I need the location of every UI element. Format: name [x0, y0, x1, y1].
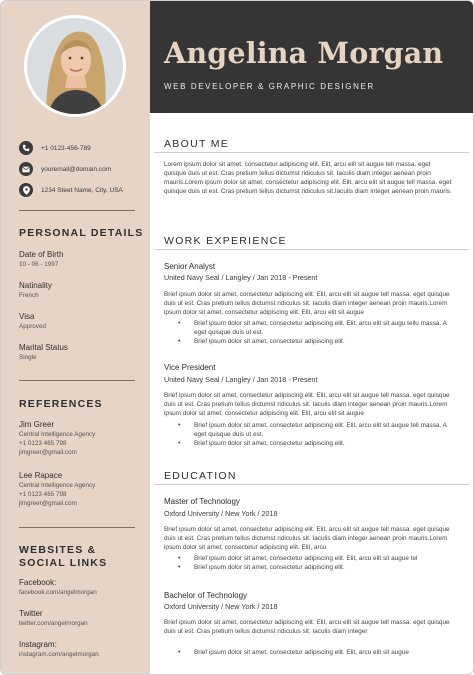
personal-item-label: Date of Birth: [19, 250, 64, 259]
references-list: [19, 420, 144, 522]
bullet-item: • Brief ipsum dolor sit amet, consectetur adipiscing elit. Elit, arcu elit sit augue tell massa. A eget quisque duis ut est.: [164, 421, 454, 439]
bullet-item: • Brief ipsum dolor sit amet, consectetur adipiscing elit. Elit, arcu elit sit augu tellu massa. A eget quisque duis ut est.: [164, 319, 454, 337]
personal-item: [19, 281, 144, 312]
websites-heading-line: WEBSITES &: [19, 544, 97, 556]
degree-title: Master of Technology: [164, 497, 240, 506]
personal-item-label: Visa: [19, 312, 35, 321]
address-text: 1234 Steet Name, City, USA: [41, 186, 123, 194]
sidebar-divider: [19, 210, 135, 211]
phone-icon: [19, 141, 33, 155]
job-description: Brief ipsum dolor sit amet, consectetur adipiscing elit. Elit, arcu elit sit augue tell massa. eget quisque duis ut est. Cras pretium tellus dictumst ridiculus sit. Iaculis diam integer aenean proin mauris.Lorem ipsum dolor sit amet, consectetur adipiscing elit. Elit, arcu elit sit augue: [164, 291, 450, 317]
contact-email: [19, 159, 144, 179]
portrait-image: [27, 18, 123, 114]
education-heading: EDUCATION: [164, 470, 237, 482]
social-link-label: Twitter: [19, 609, 43, 618]
personal-item-value: Approved: [19, 323, 46, 330]
reference-item: [19, 420, 144, 471]
bullet-item: • Brief ipsum dolor sit amet, consectetur adipiscing elit.: [164, 563, 454, 572]
sidebar-divider: [19, 527, 135, 528]
reference-name: Lee Rapace: [19, 471, 63, 480]
reference-item: [19, 471, 144, 522]
job-subtitle: United Navy Seal / Langley / Jan 2018 - Present: [164, 273, 318, 282]
job-bullet-list: [164, 421, 454, 448]
degree-subtitle: Oxford University / New York / 2018: [164, 509, 278, 518]
social-link-item: [19, 609, 144, 640]
social-link-url[interactable]: twitter.com/angelmorgan: [19, 620, 88, 627]
personal-item-label: Natinality: [19, 281, 52, 290]
section-divider: [154, 152, 469, 153]
bullet-item: • Brief ipsum dolor sit amet, consectetur adipiscing elit. Elit, arcu elit sit augue tel: [164, 554, 454, 563]
about-heading: ABOUT ME: [164, 138, 230, 150]
contact-address: [19, 180, 144, 200]
contact-phone: [19, 138, 144, 158]
personal-details-heading: PERSONAL DETAILS: [19, 227, 144, 239]
bullet-item: • Brief ipsum dolor sit amet, consectetur adipiscing elit. Elit, arcu elit sit augue: [164, 648, 454, 657]
email-text: youremail@domain.com: [41, 165, 112, 173]
reference-org: Central Intelligence Agency: [19, 431, 96, 438]
avatar: [27, 18, 123, 114]
degree-description: Brief ipsum dolor sit amet, consectetur adipiscing elit. Elit, arcu elit sit augue tell massa. eget quisque duis ut est. Cras pretium tellus dictumst ridiculus sit. Iaculis diam integer aenean proin mauris.Lorem ipsum dolor sit amet, consectetur adipiscing elit. Elit, arcu: [164, 526, 450, 552]
contact-list: [19, 138, 144, 200]
websites-heading: [19, 544, 107, 570]
personal-item: [19, 250, 144, 281]
references-heading: REFERENCES: [19, 398, 103, 410]
degree-bullet-list: [164, 648, 454, 657]
personal-details-list: [19, 250, 144, 374]
sidebar-divider: [19, 380, 135, 381]
reference-email: jimgreer@gmail.com: [19, 449, 77, 456]
social-link-url[interactable]: facebook.com/angelmorgan: [19, 589, 97, 596]
job-bullet-list: [164, 319, 454, 346]
degree-subtitle: Oxford University / New York / 2018: [164, 602, 278, 611]
websites-heading-line: SOCIAL LINKS: [19, 557, 108, 569]
job-subtitle: United Navy Seal / Langley / Jan 2018 - Present: [164, 375, 318, 384]
job-title: WEB DEVELOPER & GRAPHIC DESIGNER: [164, 82, 375, 91]
social-link-label: Facebook:: [19, 578, 57, 587]
location-pin-icon: [19, 183, 33, 197]
section-divider: [154, 484, 469, 485]
reference-phone: +1 0123 465 798: [19, 491, 67, 498]
degree-description: Brief ipsum dolor sit amet, consectetur adipiscing elit. Elit, arcu elit sit augue tell massa. eget quisque duis ut est. Cras pretium tellus dictumst ridiculus sit. Iaculis diam integer: [164, 619, 450, 636]
about-text: Lorem ipsum dolor sit amet, consectetur adipiscing elit. Elit, arcu elit sit augue tell massa. eget quisque duis ut est. Cras pretium tellus dictumst ridiculus sit. Iaculis diam integer aenean proin mauris.Lorem ipsum dolor sit amet, consectetur adipiscing elit. Elit, arcu elit sit augue tell massa. eget quisque duis ut est. Cras pretium tellus dictumst ridiculus sit.Iaculis diam integer aenean proin mauris.: [164, 161, 452, 196]
job-title-senior-analyst: Senior Analyst: [164, 262, 216, 271]
job-title-vice-president: Vice President: [164, 363, 216, 372]
personal-item-label: Marital Status: [19, 343, 68, 352]
phone-text: +1 0123-456-789: [41, 144, 91, 152]
job-description: Brief ipsum dolor sit amet, consectetur adipiscing elit. Elit, arcu elit sit augue tell massa. eget quisque duis ut est. Cras pretium tellus dictumst ridiculus sit. Iaculis diam integer aenean proin mauris.Lorem ipsum dolor sit amet, consectetur adipiscing elit. Elit, arcu elit sit augue: [164, 392, 450, 418]
mail-icon: [19, 162, 33, 176]
social-link-label: Instagram:: [19, 640, 57, 649]
reference-name: Jim Greer: [19, 420, 55, 429]
degree-bullet-list: [164, 554, 454, 572]
personal-item: [19, 343, 144, 374]
social-link-item: [19, 640, 144, 671]
person-name: Angelina Morgan: [164, 36, 444, 70]
reference-org: Central Intelligence Agency: [19, 482, 96, 489]
experience-heading: WORK EXPERIENCE: [164, 235, 287, 247]
personal-item-value: 10 - 06 - 1997: [19, 261, 59, 268]
bullet-item: • Brief ipsum dolor sit amet, consectetur adipiscing elit.: [164, 337, 454, 346]
header-banner: [150, 1, 474, 113]
social-link-item: [19, 578, 144, 609]
personal-item: [19, 312, 144, 343]
personal-item-value: Single: [19, 354, 37, 361]
degree-title: Bachelor of Technology: [164, 591, 248, 600]
social-link-url[interactable]: instagram.com/angelmorgan: [19, 651, 99, 658]
websites-list: [19, 578, 144, 671]
section-divider: [154, 249, 469, 250]
profile-photo: [24, 15, 126, 117]
personal-item-value: French: [19, 292, 39, 299]
reference-phone: +1 0123 465 798: [19, 440, 67, 447]
bullet-item: • Brief ipsum dolor sit amet, consectetur adipiscing elit.: [164, 439, 454, 448]
reference-email: jimgreer@gmail.com: [19, 500, 77, 507]
